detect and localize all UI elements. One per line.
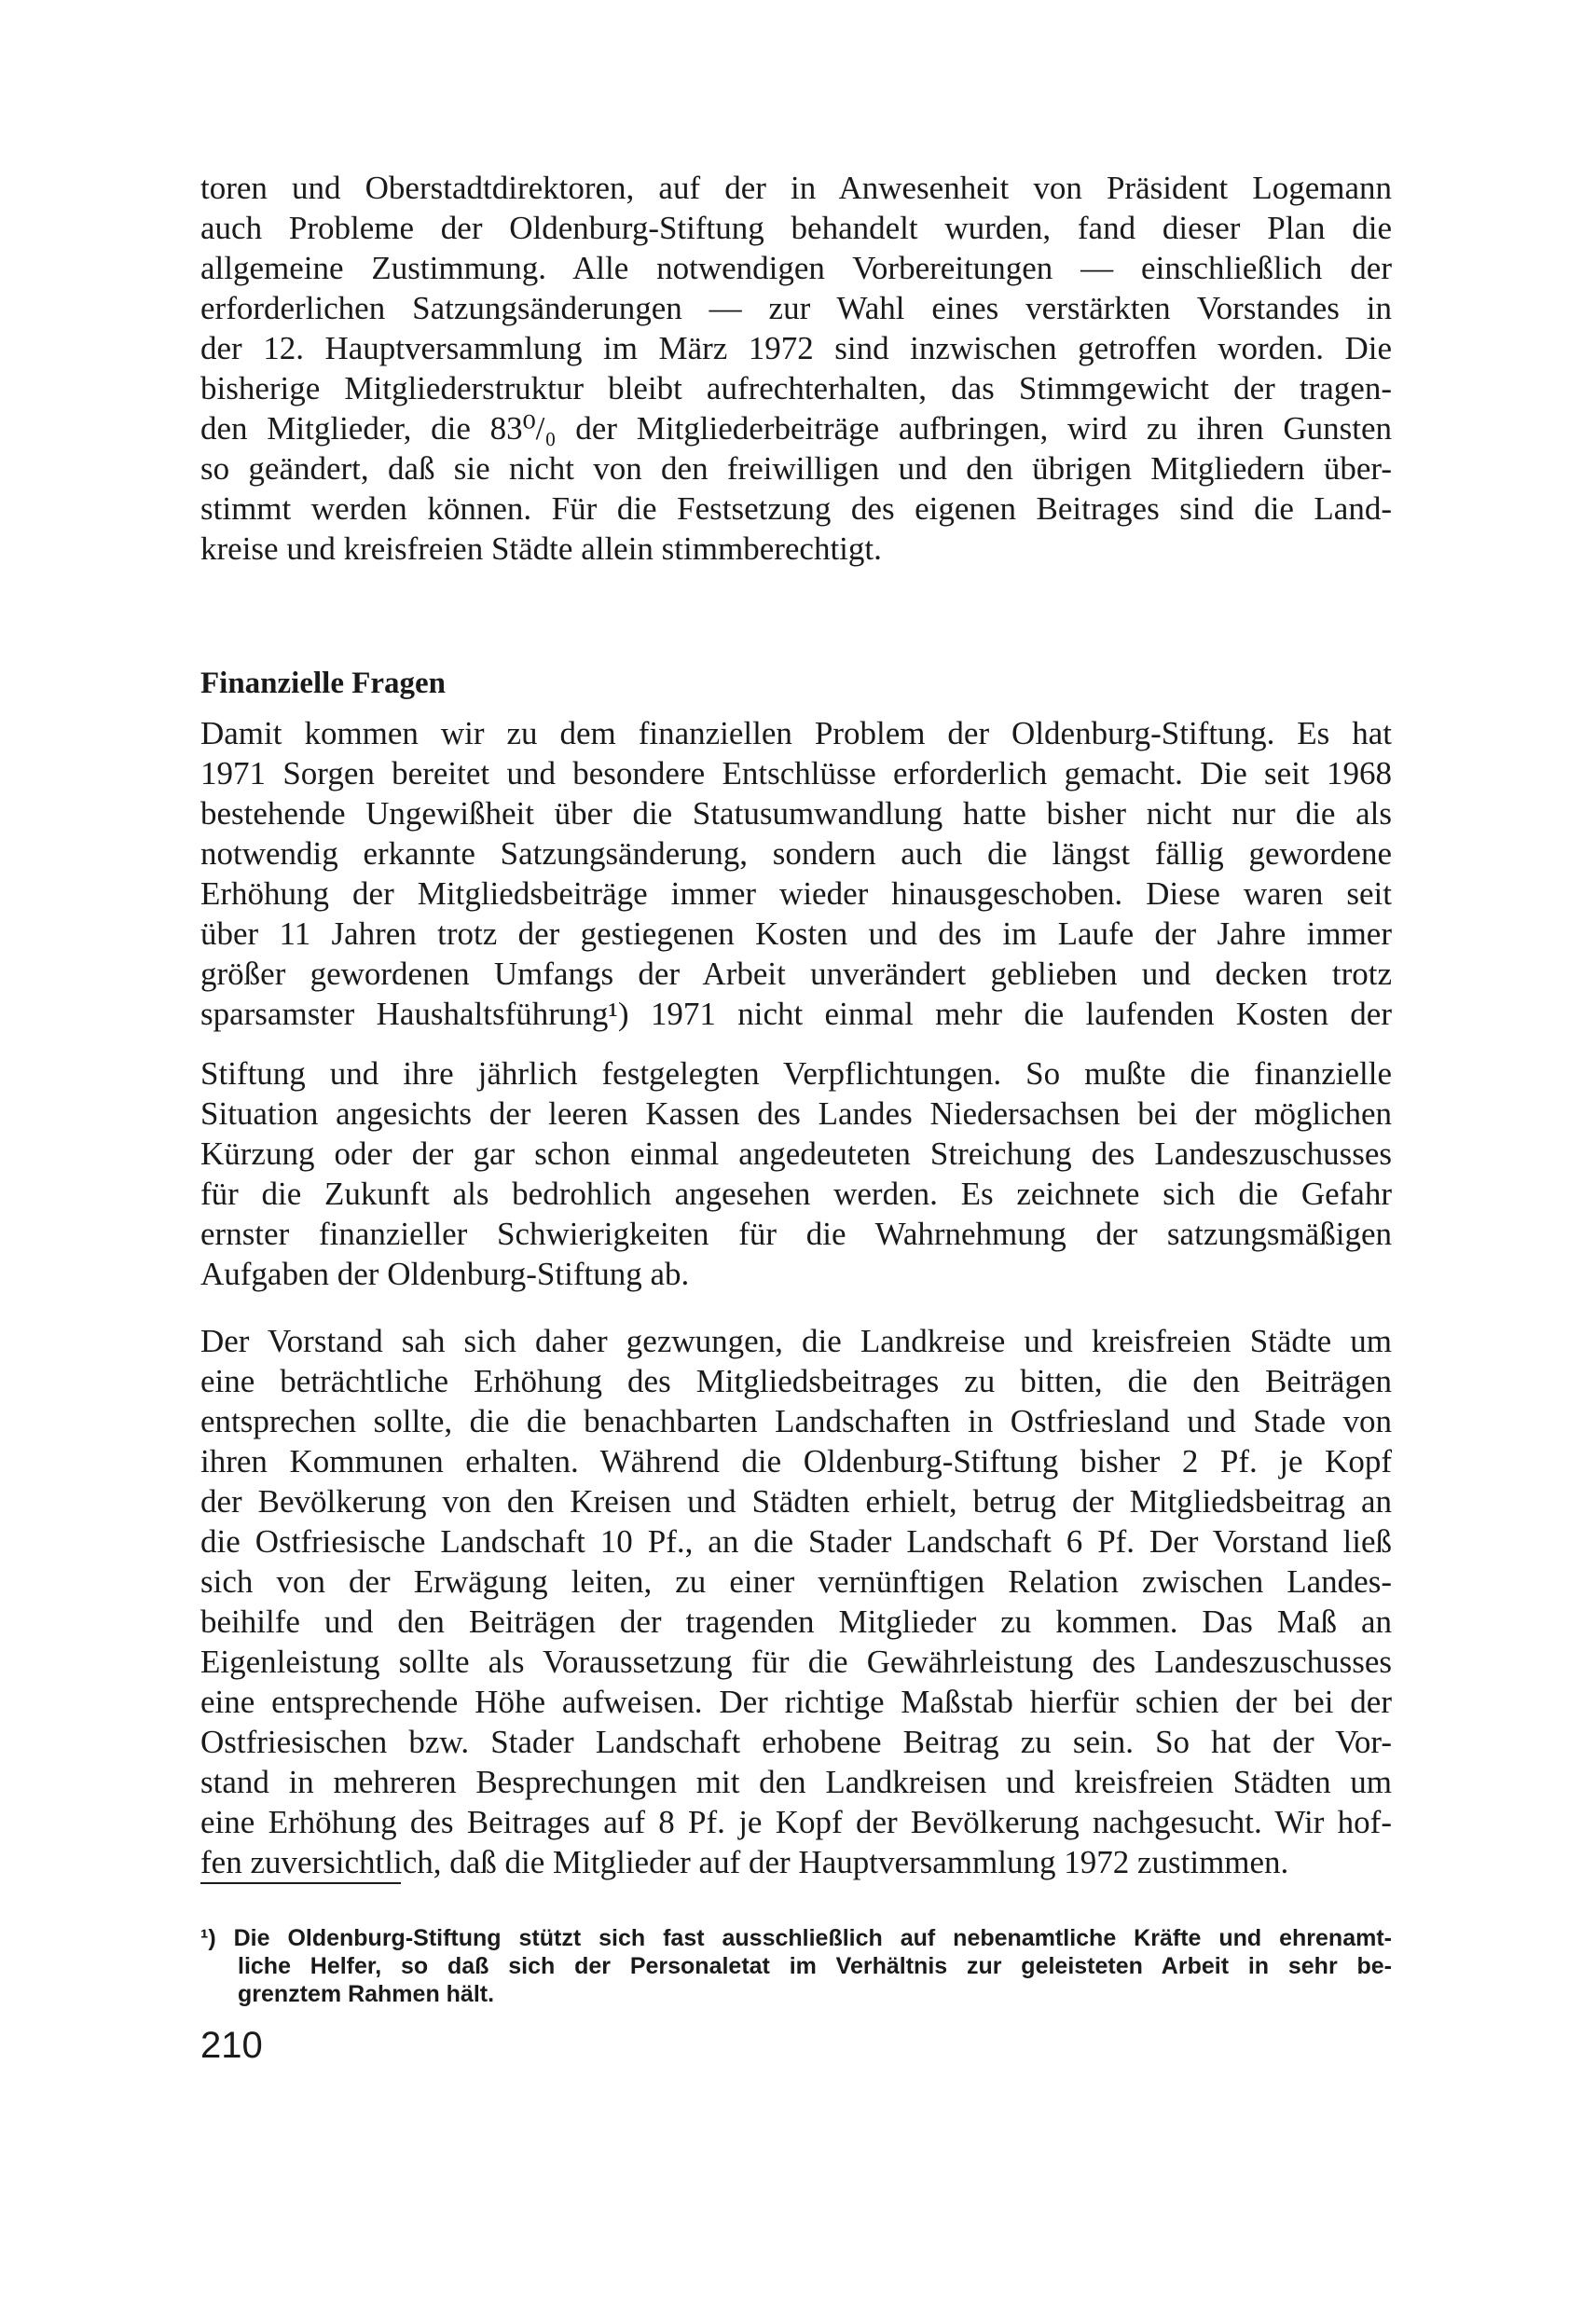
- text-line: kreise und kreisfreien Städte allein stimmberechtigt.: [200, 530, 882, 567]
- text-line: eine beträchtliche Erhöhung des Mitgliedsbeitrages zu bitten, die den Beiträgen: [200, 1363, 1392, 1399]
- text-line: erforderlichen Satzungsänderungen — zur Wahl eines verstärkten Vorstandes in: [200, 290, 1392, 326]
- text-line: der Bevölkerung von den Kreisen und Städten erhielt, betrug der Mitgliedsbeitrag an: [200, 1483, 1392, 1520]
- text-line: Kürzung oder der gar schon einmal angedeuteten Streichung des Landeszuschusses: [200, 1135, 1392, 1172]
- text-line: stand in mehreren Besprechungen mit den Landkreisen und kreisfreien Städten um: [200, 1764, 1392, 1800]
- text-line: Eigenleistung sollte als Voraussetzung für die Gewährleistung des Landeszuschusses: [200, 1644, 1392, 1680]
- text-line: ihren Kommunen erhalten. Während die Oldenburg-Stiftung bisher 2 Pf. je Kopf: [200, 1443, 1392, 1479]
- text-line: sich von der Erwägung leiten, zu einer vernünftigen Relation zwischen Landes-: [200, 1563, 1392, 1600]
- text-line: 1971 Sorgen bereitet und besondere Entschlüsse erforderlich gemacht. Die seit 1968: [200, 755, 1392, 791]
- text-line: eine Erhöhung des Beitrages auf 8 Pf. je Kopf der Bevölkerung nachgesucht. Wir hof-: [200, 1804, 1392, 1840]
- text-line: Situation angesichts der leeren Kassen des Landes Niedersachsen bei der möglichen: [200, 1095, 1392, 1132]
- text-line: eine entsprechende Höhe aufweisen. Der richtige Maßstab hierfür schien der bei der: [200, 1684, 1392, 1720]
- text-line: entsprechen sollte, die die benachbarten Landschaften in Ostfriesland und Stade von: [200, 1403, 1392, 1439]
- text-line: notwendig erkannte Satzungsänderung, sondern auch die längst fällig gewordene: [200, 835, 1392, 872]
- footnote-line: liche Helfer, so daß sich der Personaletat im Verhältnis zur geleisteten Arbeit in sehr be-: [238, 1953, 1392, 1979]
- text-line: Ostfriesischen bzw. Stader Landschaft erhobene Beitrag zu sein. So hat der Vor-: [200, 1724, 1392, 1760]
- footnote-divider: [200, 1882, 401, 1884]
- text-line: den Mitglieder, die 83⁰/₀ der Mitgliederbeiträge aufbringen, wird zu ihren Gunsten: [200, 410, 1392, 447]
- text-line: der 12. Hauptversammlung im März 1972 sind inzwischen getroffen worden. Die: [200, 330, 1392, 366]
- text-line: fen zuversichtlich, daß die Mitglieder auf der Hauptversammlung 1972 zustimmen.: [200, 1844, 1289, 1880]
- footnote-line: ¹) Die Oldenburg-Stiftung stützt sich fast ausschließlich auf nebenamtliche Kräfte und ehrenamt-: [200, 1925, 1392, 1951]
- text-line: bestehende Ungewißheit über die Statusumwandlung hatte bisher nicht nur die als: [200, 795, 1392, 832]
- text-line: auch Probleme der Oldenburg-Stiftung behandelt wurden, fand dieser Plan die: [200, 210, 1392, 246]
- text-line: für die Zukunft als bedrohlich angesehen werden. Es zeichnete sich die Gefahr: [200, 1176, 1392, 1212]
- text-line: Aufgaben der Oldenburg-Stiftung ab.: [200, 1256, 690, 1292]
- text-line: über 11 Jahren trotz der gestiegenen Kosten und des im Laufe der Jahre immer: [200, 915, 1392, 952]
- text-line: bisherige Mitgliederstruktur bleibt aufrechterhalten, das Stimmgewicht der tragen-: [200, 370, 1392, 406]
- text-line: Erhöhung der Mitgliedsbeiträge immer wieder hinausgeschoben. Diese waren seit: [200, 875, 1392, 912]
- text-line: stimmt werden können. Für die Festsetzung des eigenen Beitrages sind die Land-: [200, 490, 1392, 527]
- text-line: ernster finanzieller Schwierigkeiten für die Wahrnehmung der satzungsmäßigen: [200, 1216, 1392, 1252]
- text-line: toren und Oberstadtdirektoren, auf der in Anwesenheit von Präsident Logemann: [200, 170, 1392, 206]
- page-number: 210: [200, 2025, 263, 2066]
- text-line: Der Vorstand sah sich daher gezwungen, die Landkreise und kreisfreien Städte um: [200, 1323, 1392, 1359]
- text-line: beihilfe und den Beiträgen der tragenden Mitglieder zu kommen. Das Maß an: [200, 1603, 1392, 1640]
- text-line: allgemeine Zustimmung. Alle notwendigen Vorbereitungen — einschließlich der: [200, 250, 1392, 286]
- text-line: so geändert, daß sie nicht von den freiwilligen und den übrigen Mitgliedern über-: [200, 450, 1392, 487]
- text-line: Stiftung und ihre jährlich festgelegten Verpflichtungen. So mußte die finanzielle: [200, 1055, 1392, 1092]
- text-line: die Ostfriesische Landschaft 10 Pf., an die Stader Landschaft 6 Pf. Der Vorstand ließ: [200, 1523, 1392, 1560]
- text-line: größer gewordenen Umfangs der Arbeit unverändert geblieben und decken trotz: [200, 956, 1392, 992]
- text-line: Damit kommen wir zu dem finanziellen Problem der Oldenburg-Stiftung. Es hat: [200, 715, 1392, 751]
- text-line: sparsamster Haushaltsführung¹) 1971 nicht einmal mehr die laufenden Kosten der: [200, 996, 1392, 1032]
- footnote-line: grenztem Rahmen hält.: [238, 1981, 495, 2007]
- section-heading: Finanzielle Fragen: [200, 667, 447, 700]
